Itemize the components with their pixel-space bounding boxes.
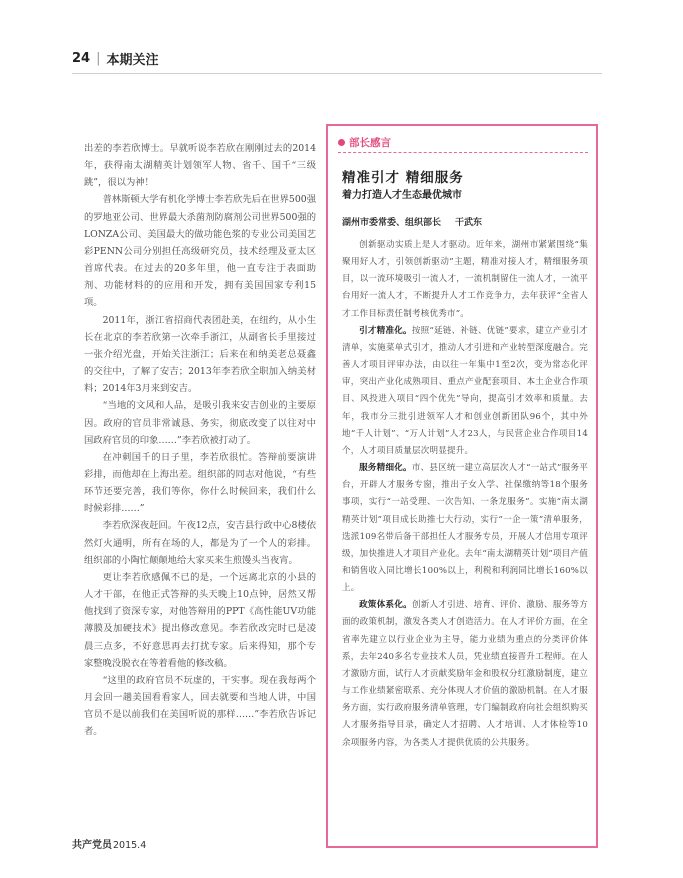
sidebar-box	[326, 124, 598, 848]
header-divider	[72, 73, 602, 74]
page-header	[72, 49, 159, 68]
sidebar-section	[342, 460, 588, 597]
section-text: 创新人才引进、培育、评价、激励、服务等方面的政策机制，激发各类人才创造活力。在人才评价方面，在全省率先建立以行业企业为主导，能力业绩为重点的分类评价体系，去年240多名专业技术人员，凭业绩直接晋升工程师。在人才激励方面，试行人才贡献奖励年金和股权分红激励制度，建立与工作业绩紧密联系、充分体现人才价值的激励机制。在人才服务方面，实行政府服务清单管理，专门编制政府向社会组织购买人才服务指导目录，确定人才招聘、人才培训、人才体检等10余项服务内容，为各类人才提供优质的公共服务。	[342, 600, 589, 748]
issue-number: 2015.4	[113, 840, 147, 851]
sidebar-tag-label: 部长感言	[349, 137, 391, 149]
sidebar-title: 精准引才 精细服务	[342, 170, 464, 186]
article-paragraph: 出差的李若欣博士。早就听说李若欣在刚刚过去的2014年，获得南太湖精英计划领军人物、省千、国千“三级跳”，很以为神！	[84, 143, 316, 189]
section-text: 市、县区统一建立高层次人才“一站式”服务平台，开辟人才服务专窗，推出子女入学、社保缴纳等18个服务事项，实行“一站受理、一次告知、一条龙服务”。实施“南太湖精英计划”项目成长助推七大行动，实行“一企一策”清单服务，选派109名带后备干部担任人才服务专员，开展人才信用专项评级，加快推进人才项目产业化。去年“南太湖精英计划”项目产值和销售收入同比增长100%以上，利税和利润同比增长160%以上。	[342, 463, 588, 594]
author-name: 干武东	[455, 218, 483, 228]
sidebar-tag-divider	[338, 152, 588, 153]
article-paragraph: 李若欣深夜赶回。午夜12点，安吉县行政中心8楼依然灯火通明，所有在场的人，都是为了一个人的彩排。组织部的小陶忙颠颠地给大家买来生煎馒头当夜宵。	[84, 520, 316, 566]
sidebar-subtitle: 着力打造人才生态最优城市	[342, 190, 462, 201]
section-text: 按照“延链、补链、优链”要求，建立产业引才清单，实施菜单式引才，推动人才引进和产业转型深度融合。完善人才项目评审办法，由以往一年集中1至2次，变为常态化评审，突出产业化成熟项目、重点产业配套项目、本土企业合作项目、风投进入项目“四个优先”导向，提高引才效率和质量。去年，我市分三批引进领军人才和创业创新团队96个，其中外地“千人计划”、“万人计划”人才23人，与民营企业合作项目14个，人才项目质量层次明显提升。	[342, 325, 588, 456]
sidebar-author	[342, 215, 482, 228]
article-paragraph: 2011年，浙江省招商代表团赴美，在纽约，从小生长在北京的李若欣第一次牵手浙江，从副省长手里接过一张介绍光盘，开始关注浙江；后来在和纳美老总聂鑫的交往中，了解了安吉；2013年李若欣全职加入纳美材料；2014年3月来到安吉。	[84, 314, 316, 395]
sidebar-body	[342, 237, 588, 752]
magazine-logo: 共产党员	[72, 840, 112, 851]
bullet-dot-icon	[338, 139, 345, 146]
article-paragraph: 在冲刺国千的日子里，李若欣很忙。答辩前要演讲彩排，而他却在上海出差。组织部的同志对他说，“有些环节还要完善，我们等你，你什么时候回来，我们什么时候彩排……”	[84, 451, 316, 515]
page-number: 24	[72, 51, 91, 66]
sidebar-intro: 创新驱动实质上是人才驱动。近年来，湖州市紧紧围绕“集聚用好人才，引领创新驱动”主题，精准对接人才，精细服务项目，以一流环境吸引一流人才，一流机制留住一流人才，一流平台用好一流人才，不断提升人才工作竞争力，去年获评“全省人才工作目标责任制考核优秀市”。	[342, 240, 588, 319]
article-body	[84, 140, 316, 740]
section-lead: 政策体系化。	[359, 600, 412, 611]
page-footer	[72, 836, 146, 851]
sidebar-tag	[338, 135, 391, 150]
sidebar-section	[342, 597, 588, 751]
section-title: 本期关注	[106, 53, 159, 68]
header-separator: |	[96, 51, 101, 66]
article-paragraph: “当地的文风和人品，是吸引我来安吉创业的主要原因。政府的官员非常诚恳、务实，彻底改变了以往对中国政府官员的印象……”李若欣被打动了。	[84, 400, 316, 446]
sidebar-section	[342, 323, 588, 460]
article-paragraph: “这里的政府官员不玩虚的，干实事。现在我每两个月会回一趟美国看看家人，回去就要和当地人讲，中国官员不是以前我们在美国听说的那样……”李若欣告诉记者。	[84, 674, 316, 738]
article-paragraph: 更让李若欣感佩不已的是，一个远离北京的小县的人才干部，在他正式答辩的头天晚上10点钟，居然又帮他找到了资深专家，对他答辩用的PPT《高性能UV功能薄膜及加硬技术》提出修改意见。李若欣改完时已是凌晨三点多，不好意思再去打扰专家。后来得知，那个专家整晚没脱衣在等着看他的修改稿。	[84, 571, 316, 669]
section-lead: 服务精细化。	[359, 463, 412, 474]
article-paragraph: 普林斯顿大学有机化学博士李若欣先后在世界500强的罗地亚公司、世界最大杀菌剂防腐剂公司世界500强的LONZA公司、美国最大的做功能色浆的专业公司美国艺彩PENN公司分别担任高级研究员，技术经理及亚太区首席代表。在过去的20多年里，他一直专注于表面助剂、功能材料的的应用和开发，拥有美国国家专利15项。	[84, 194, 316, 309]
author-org: 湖州市委常委、组织部长	[342, 218, 442, 228]
section-lead: 引才精准化。	[359, 325, 412, 336]
